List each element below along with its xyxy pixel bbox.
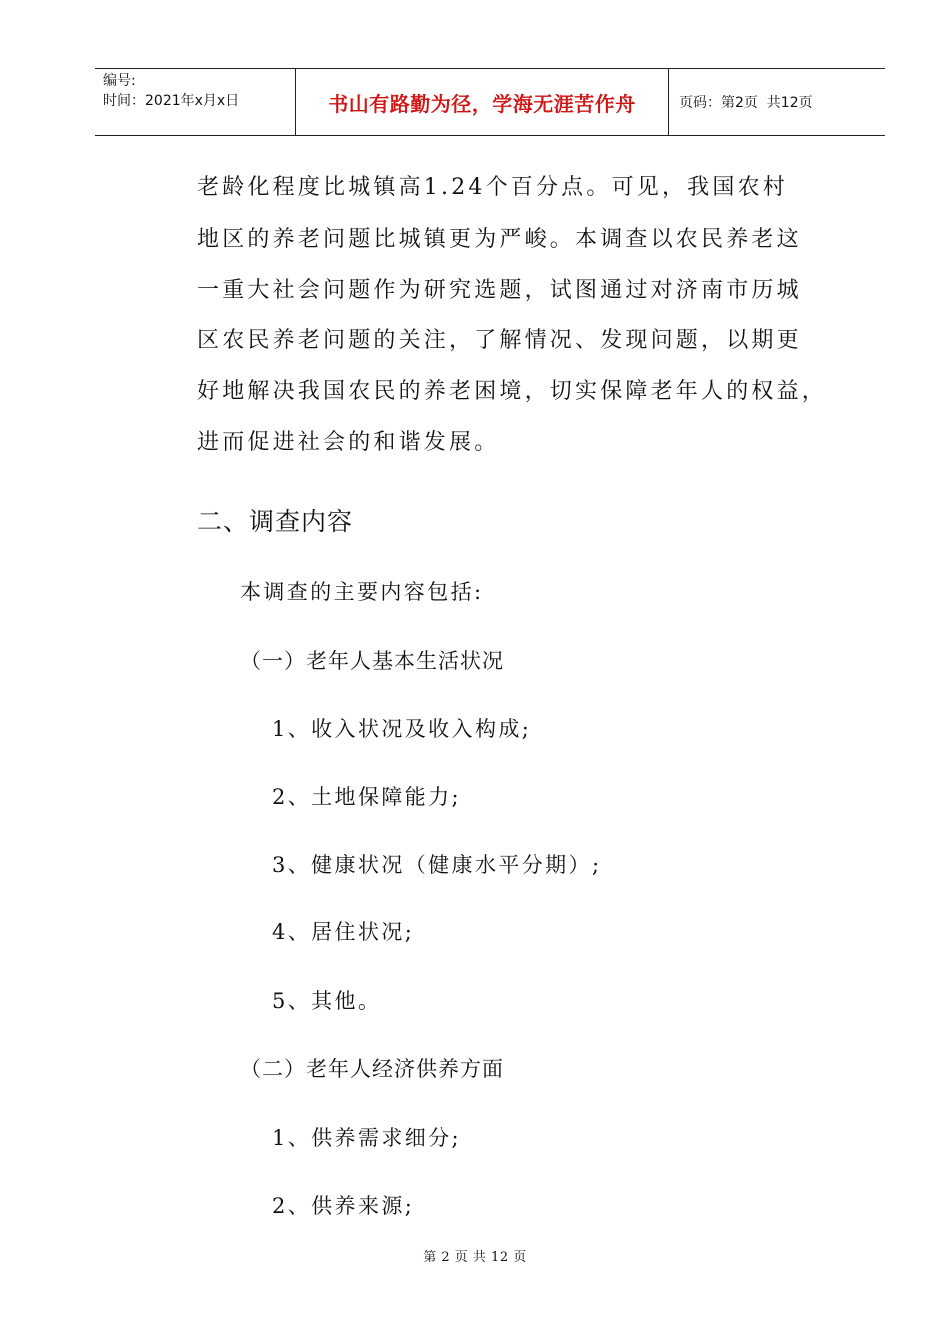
list-item: 1、供养需求细分;: [272, 1126, 462, 1150]
section-title: 二、调查内容: [197, 507, 354, 536]
list-item: 4、居住状况;: [272, 920, 415, 944]
page-footer: 第 2 页 共 12 页: [423, 1250, 527, 1265]
list-item: 3、健康状况（健康水平分期）;: [272, 853, 602, 877]
list-item: 1、收入状况及收入构成;: [272, 717, 532, 741]
paragraph-line: 老龄化程度比城镇高1.24个百分点。可见，我国农村: [197, 175, 788, 200]
document-time-label: 时间：2021年x月x日: [103, 93, 240, 109]
header-motto: 书山有路勤为径，学海无涯苦作舟: [296, 69, 669, 135]
paragraph-line: 区农民养老问题的关注，了解情况、发现问题，以期更: [197, 328, 802, 353]
list-item: 2、土地保障能力;: [272, 785, 462, 809]
list-item: 5、其他。: [272, 989, 382, 1013]
paragraph-line: 一重大社会问题作为研究选题，试图通过对济南市历城: [197, 278, 802, 303]
header-page-info-cell: [669, 69, 885, 135]
list-item: 2、供养来源;: [272, 1194, 415, 1218]
subsection-title: （一）老年人基本生活状况: [240, 649, 504, 673]
page-header: [95, 68, 885, 136]
header-meta-cell: [95, 69, 296, 135]
paragraph-line: 进而促进社会的和谐发展。: [197, 430, 500, 455]
paragraph-line: 地区的养老问题比城镇更为严峻。本调查以农民养老这: [197, 227, 802, 252]
paragraph-line: 好地解决我国农民的养老困境，切实保障老年人的权益，: [197, 379, 828, 404]
header-page-info: 页码：第2页 共12页: [679, 95, 813, 111]
subsection-title: （二）老年人经济供养方面: [240, 1057, 504, 1081]
document-number-label: 编号:: [103, 73, 136, 89]
section-intro: 本调查的主要内容包括:: [240, 580, 484, 604]
